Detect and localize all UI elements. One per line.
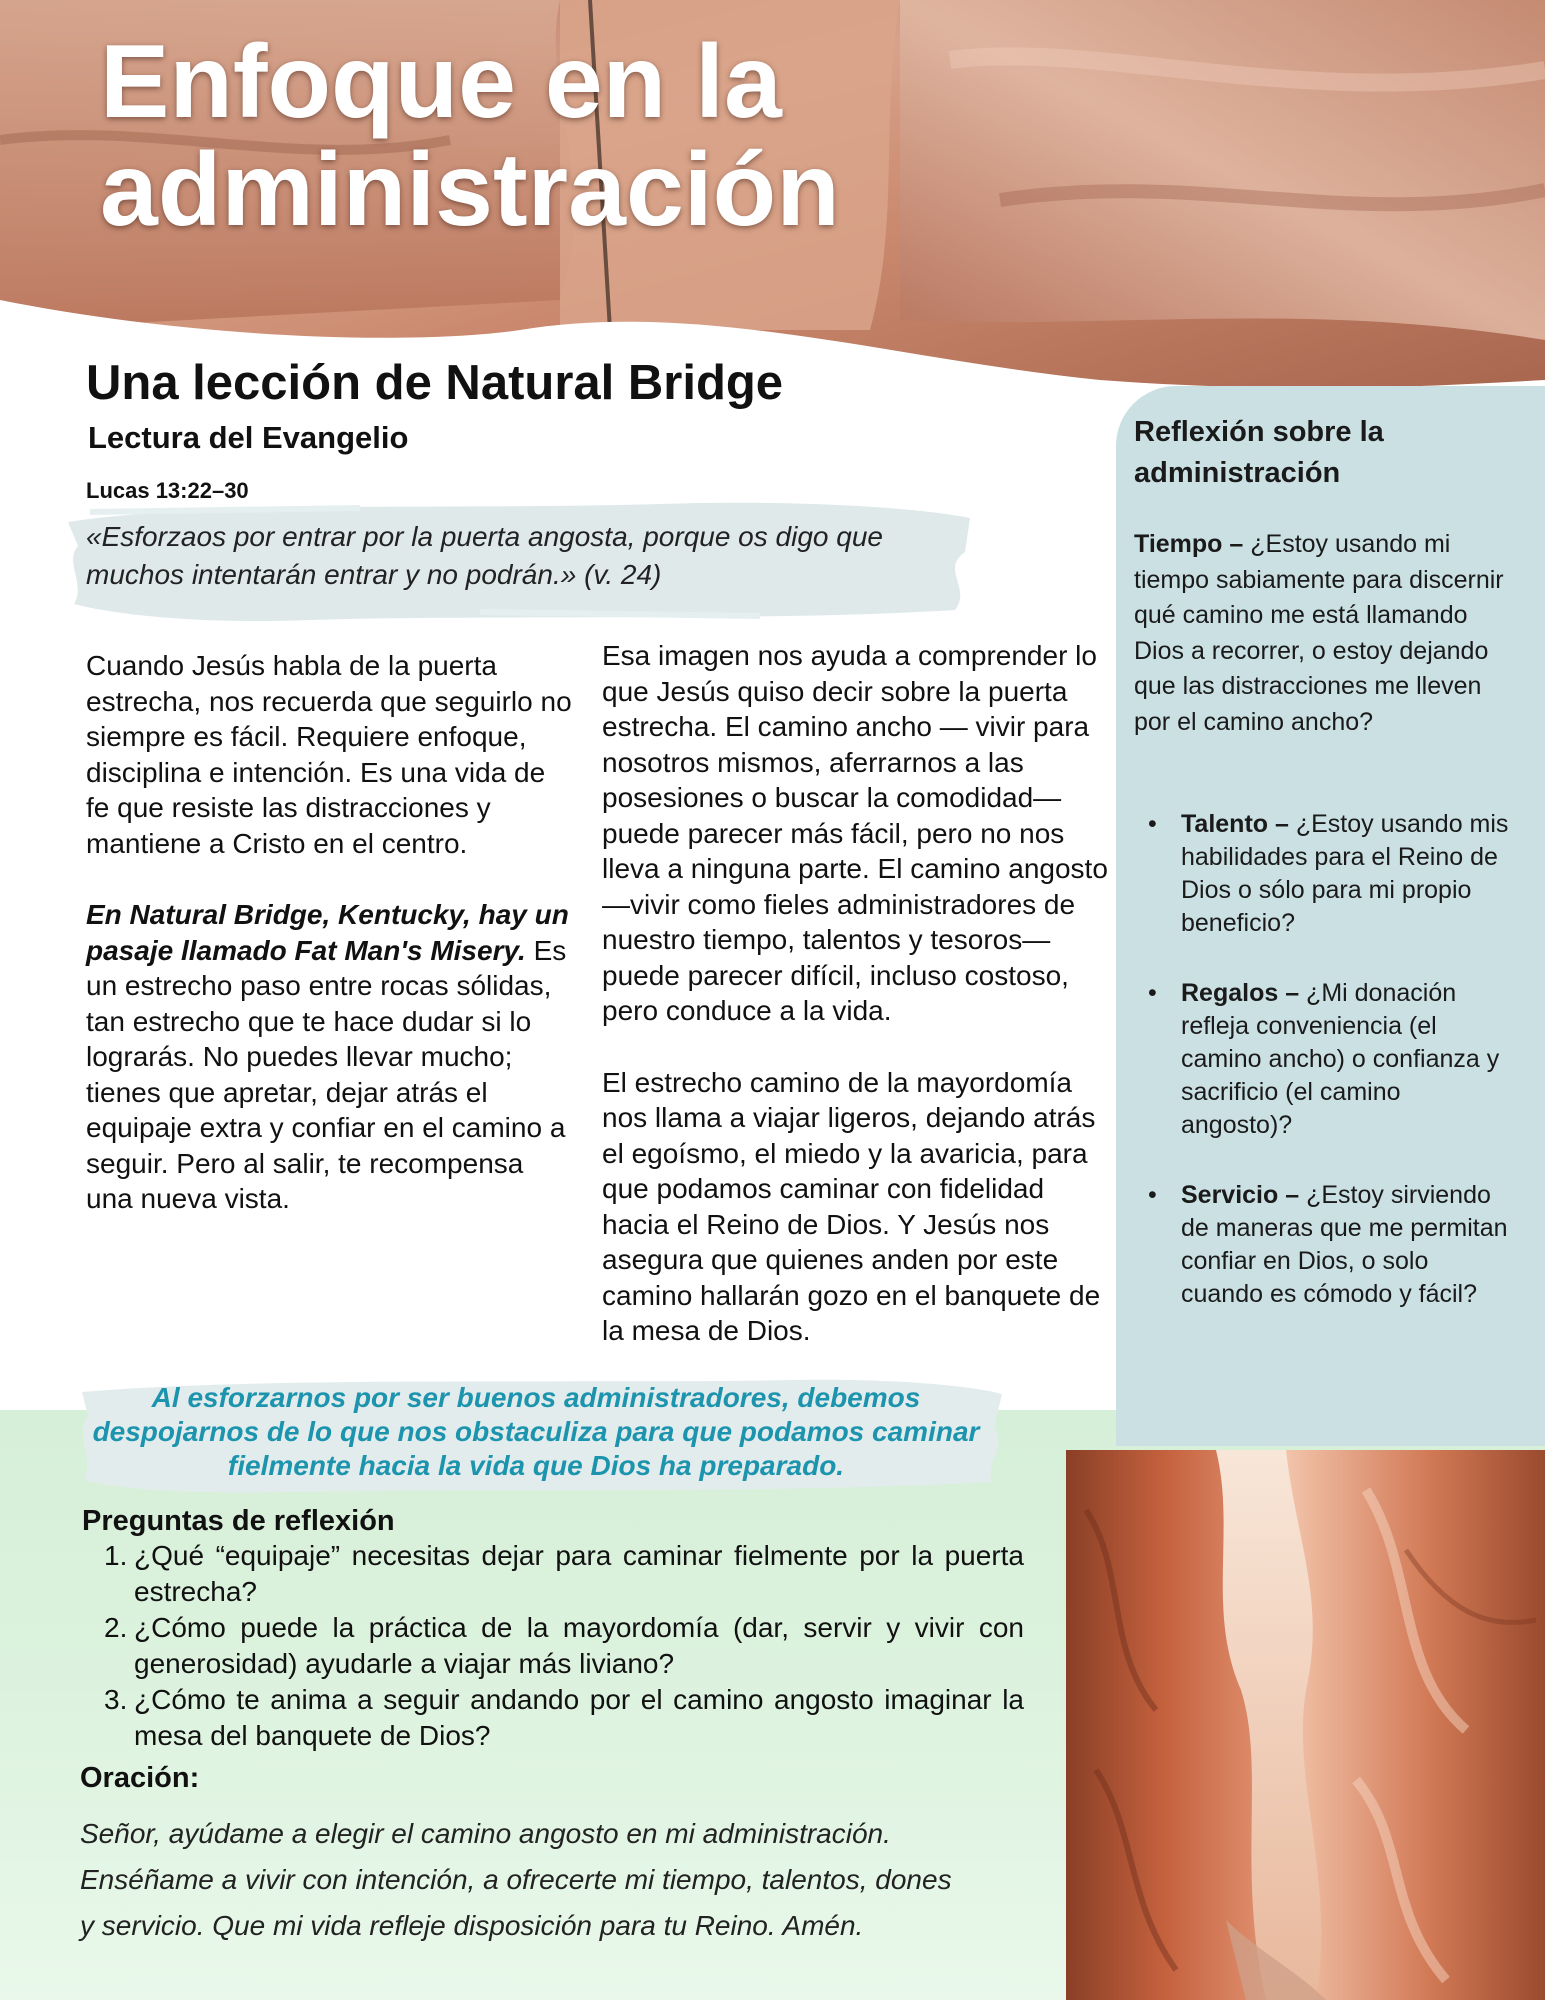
article-column-2 [602, 638, 1112, 1349]
sidebar-item-text: ¿Estoy usando mis habilidades para el Reino de Dios o sólo para mi propio beneficio? [1181, 810, 1509, 937]
article-column-1 [86, 648, 576, 1217]
paragraph: Esa imagen nos ayuda a comprender lo que Jesús quiso decir sobre la puerta estrecha. El camino ancho — vivir para nosotros mismos, aferrarnos a las posesiones o buscar la comodidad— puede parecer más fácil, pero no nos lleva a ninguna parte. El camino angosto —vivir como fieles administradores de nuestro tiempo, talentos y tesoros— puede parecer difícil, incluso costoso, pero conduce a la vida. [602, 640, 1108, 1026]
gospel-quote [86, 518, 966, 594]
question-item [104, 1610, 1024, 1682]
sidebar-intro-text: ¿Estoy usando mi tiempo sabiamente para discernir qué camino me está llamando Dios a recorrer, o estoy dejando que las distracciones me lleven por el camino ancho? [1134, 530, 1504, 736]
paragraph [86, 897, 576, 1217]
canyon-slot-image [1066, 1450, 1545, 2000]
article-title: Una lección de Natural Bridge [86, 356, 784, 410]
sidebar-list-item [1134, 977, 1514, 1142]
question-item [104, 1538, 1024, 1610]
prayer-title: Oración: [80, 1762, 200, 1794]
questions-list [104, 1538, 1024, 1754]
sidebar-item-text: ¿Estoy sirviendo de maneras que me permitan confiar en Dios, o solo cuando es cómodo y fácil? [1181, 1181, 1508, 1308]
sidebar-list-item [1134, 1179, 1514, 1311]
highlight-statement: Al esforzarnos por ser buenos administradores, debemos despojarnos de lo que nos obstaculiza para que podamos caminar fielmente hacia la vida que Dios ha preparado. [92, 1382, 980, 1481]
scripture-reference: Lucas 13:22–30 [86, 478, 249, 503]
paragraph: El estrecho camino de la mayordomía nos llama a viajar ligeros, dejando atrás el egoísmo, el miedo y la avaricia, para que podamos caminar con fidelidad hacia el Reino de Dios. Y Jesús nos asegura que quienes anden por este camino hallarán gozo en el banquete de la mesa de Dios. [602, 1066, 1101, 1346]
bullet-icon: • [1148, 810, 1157, 838]
bullet-icon: • [1148, 1181, 1157, 1209]
prayer-line-3: y servicio. Que mi vida refleje disposición para tu Reino. Amén. [80, 1910, 864, 1941]
emphasis-text: En Natural Bridge, Kentucky, hay un pasaje llamado Fat Man's Misery. [86, 899, 569, 966]
questions-title: Preguntas de reflexión [82, 1505, 395, 1537]
gospel-quote-line-2: muchos intentarán entrar y no podrán.» (v. 24) [86, 559, 662, 590]
sidebar-item-lead: Servicio – [1181, 1181, 1300, 1209]
question-text: ¿Cómo puede la práctica de la mayordomía (dar, servir y vivir con generosidad) ayudarle a viajar más liviano? [134, 1612, 1024, 1679]
question-number: 2. [104, 1612, 128, 1643]
question-number: 3. [104, 1684, 128, 1715]
prayer-text [80, 1811, 1040, 1949]
question-text: ¿Qué “equipaje” necesitas dejar para caminar fielmente por la puerta estrecha? [134, 1540, 1024, 1607]
sidebar-title: Reflexión sobre la administración [1134, 416, 1384, 489]
sidebar-list-item [1134, 808, 1514, 940]
sidebar-list [1134, 808, 1514, 1348]
question-number: 1. [104, 1540, 128, 1571]
paragraph-text: Es un estrecho paso entre rocas sólidas, tan estrecho que te hace dudar si lo lograrás. No puedes llevar mucho; tienes que apretar, dejar atrás el equipaje extra y confiar en el camino a seguir. Pero al salir, te recompensa una nueva vista. [86, 934, 567, 1214]
question-item [104, 1682, 1024, 1754]
prayer-line-2: Enséñame a vivir con intención, a ofrecerte mi tiempo, talentos, dones [80, 1864, 952, 1895]
sidebar-item-text: ¿Mi donación refleja conveniencia (el camino ancho) o confianza y sacrificio (el camino angosto)? [1181, 979, 1500, 1139]
question-text: ¿Cómo te anima a seguir andando por el camino angosto imaginar la mesa del banquete de Dios? [134, 1684, 1024, 1751]
sidebar-item-lead: Regalos – [1181, 979, 1300, 1007]
page-title [100, 24, 1000, 248]
article-subtitle: Lectura del Evangelio [88, 420, 409, 455]
canyon-slot-photo [1066, 1450, 1545, 2000]
prayer-line-1: Señor, ayúdame a elegir el camino angosto en mi administración. [80, 1818, 891, 1849]
paragraph: Cuando Jesús habla de la puerta estrecha, nos recuerda que seguirlo no siempre es fácil. Requiere enfoque, disciplina e intención. Es una vida de fe que resiste las distracciones y mantiene a Cristo en el centro. [86, 650, 572, 859]
bullet-icon: • [1148, 979, 1157, 1007]
sidebar-intro [1134, 527, 1514, 740]
header-photo [0, 0, 1545, 390]
page-title-line-2: administración [100, 132, 840, 248]
sidebar-item-lead: Talento – [1181, 810, 1289, 838]
sidebar-intro-lead: Tiempo – [1134, 530, 1244, 558]
page-title-line-1: Enfoque en la [100, 24, 782, 140]
gospel-quote-line-1: «Esforzaos por entrar por la puerta angosta, porque os digo que [86, 521, 883, 552]
